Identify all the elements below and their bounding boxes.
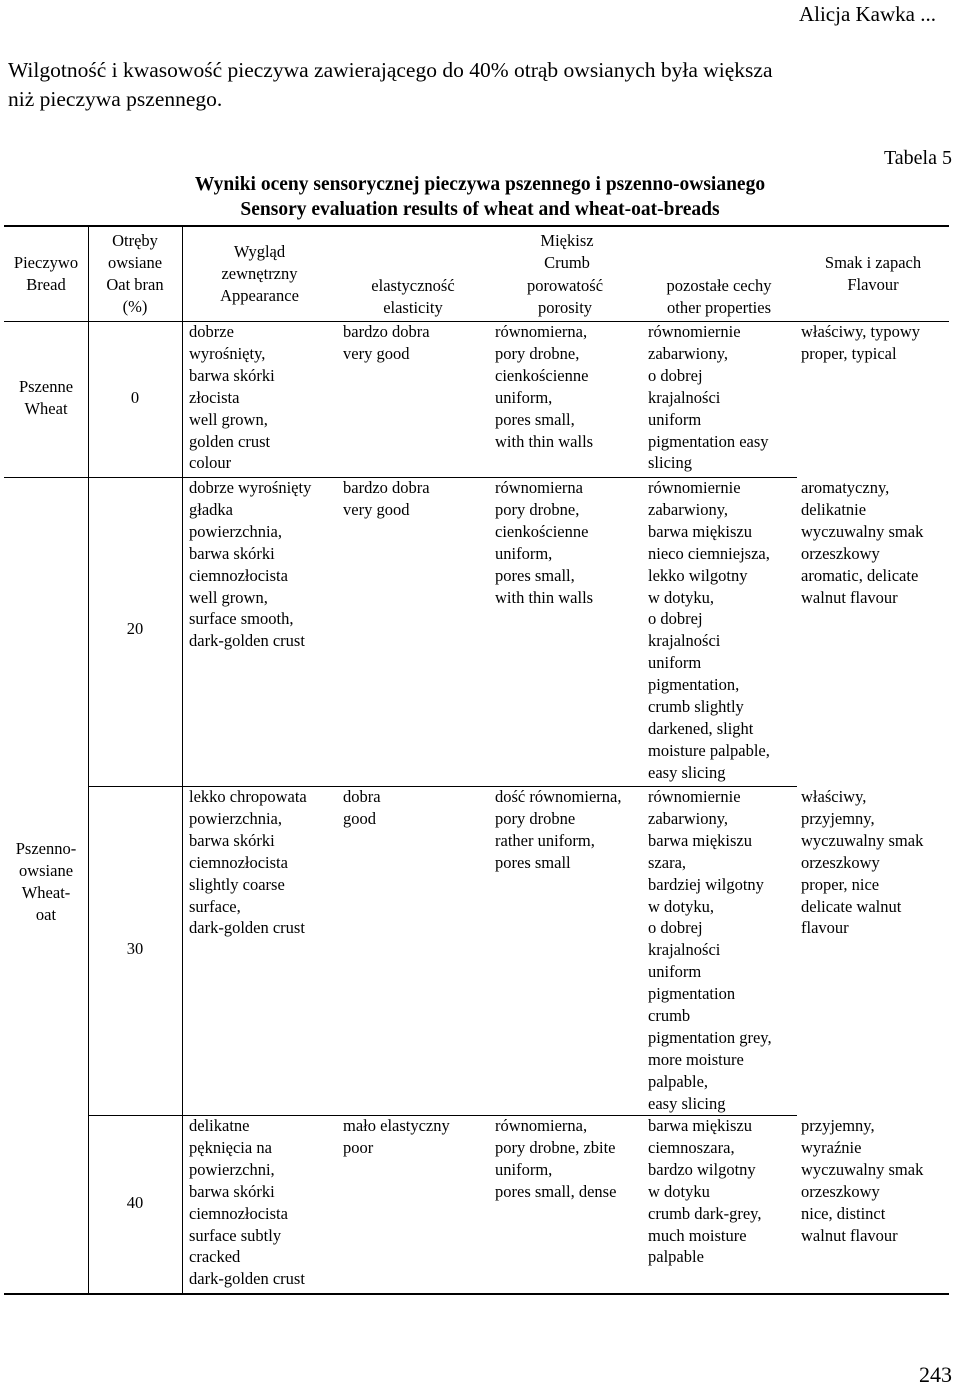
cell-line: pores small, xyxy=(495,409,575,429)
oat-bran-percent: 30 xyxy=(126,939,144,958)
cell-line: nieco ciemniejsza, xyxy=(648,543,770,563)
cell-line: złocista xyxy=(189,387,240,407)
cell-elasticity xyxy=(343,477,489,521)
cell-line: uniform, xyxy=(495,387,553,407)
cell-other xyxy=(648,1115,797,1268)
cell-line: w dotyku xyxy=(648,1181,710,1201)
cell-line: barwa miękiszu xyxy=(648,830,753,850)
cell-line: dark-golden crust xyxy=(189,1269,305,1289)
cell-line: aromatic, delicate xyxy=(801,565,919,585)
cell-line: colour xyxy=(189,453,232,473)
cell-line: dark-golden crust xyxy=(189,631,305,651)
cell-line: nice, distinct xyxy=(801,1203,886,1223)
cell-porosity xyxy=(495,1115,641,1203)
cell-line: lekko wilgotny xyxy=(648,565,748,585)
cell-line: dobrze wyrośnięty xyxy=(189,478,312,497)
cell-line: flavour xyxy=(801,918,849,938)
table-number: Tabela 5 xyxy=(883,147,952,169)
cell-porosity xyxy=(495,786,641,874)
cell-line: uniform xyxy=(648,653,702,673)
cell-line: bardzo dobra xyxy=(343,322,430,341)
cell-line: aromatyczny, xyxy=(801,478,890,497)
cell-line: slightly coarse xyxy=(189,874,285,894)
page-number: 243 xyxy=(919,1362,952,1387)
cell-appearance xyxy=(189,321,337,474)
table-bottom-rule xyxy=(4,1293,949,1295)
cell-elasticity xyxy=(343,1115,489,1159)
cell-line: krajalności xyxy=(648,631,721,651)
cell-line: cienkościenne xyxy=(495,365,589,385)
cell-line: uniform xyxy=(648,962,702,982)
oat-bran-percent: 40 xyxy=(126,1193,144,1212)
cell-other xyxy=(648,321,797,474)
cell-line: delikatne xyxy=(189,1116,250,1135)
cell-line: szara, xyxy=(648,852,687,872)
cell-line: ciemnozłocista xyxy=(189,565,288,585)
cell-line: równomiernie xyxy=(648,478,741,497)
cell-line: ciemnoszara, xyxy=(648,1137,735,1157)
cell-line: poor xyxy=(343,1137,374,1157)
oat-bran-percent: 20 xyxy=(126,619,144,638)
header-oat-bran: Otręby owsiane Oat bran (%) xyxy=(106,231,164,316)
table-title-en: Sensory evaluation results of wheat and wheat-oat-breads xyxy=(240,199,720,220)
cell-porosity xyxy=(495,321,641,452)
cell-line: slicing xyxy=(648,453,692,473)
cell-line: właściwy, xyxy=(801,787,867,806)
cell-line: uniform, xyxy=(495,543,553,563)
cell-line: uniform, xyxy=(495,1159,553,1179)
cell-line: well grown, xyxy=(189,409,268,429)
cell-flavour xyxy=(801,321,949,365)
cell-line: good xyxy=(343,808,376,828)
cell-line: dobrze xyxy=(189,322,234,341)
running-header-author: Alicja Kawka ... xyxy=(798,2,936,26)
header-bread: Pieczywo Bread xyxy=(13,253,79,294)
cell-flavour xyxy=(801,1115,949,1246)
cell-appearance xyxy=(189,786,337,939)
table-title-pl: Wyniki oceny sensorycznej pieczywa pszennego i pszenno-owsianego xyxy=(194,174,766,195)
header-flavour: Smak i zapach Flavour xyxy=(824,253,922,294)
cell-line: o dobrej xyxy=(648,918,703,938)
cell-line: pęknięcia na xyxy=(189,1137,272,1157)
header-porosity: porowatość porosity xyxy=(526,276,604,317)
cell-elasticity xyxy=(343,321,489,365)
cell-line: pores small, xyxy=(495,565,575,585)
cell-line: pory drobne, xyxy=(495,499,580,519)
cell-line: cienkościenne xyxy=(495,521,589,541)
cell-line: bardzo dobra xyxy=(343,478,430,497)
header-crumb: Miękisz Crumb xyxy=(540,231,594,272)
cell-line: walnut flavour xyxy=(801,587,898,607)
cell-line: pory drobne, xyxy=(495,343,580,363)
cell-line: orzeszkowy xyxy=(801,852,880,872)
cell-line: lekko chropowata xyxy=(189,787,307,806)
cell-line: uniform xyxy=(648,409,702,429)
cell-line: ciemnozłocista xyxy=(189,1203,288,1223)
cell-line: równomierna xyxy=(495,478,583,497)
cell-line: golden crust xyxy=(189,431,271,451)
cell-line: wyczuwalny smak xyxy=(801,830,924,850)
cell-line: powierzchni, xyxy=(189,1159,275,1179)
cell-line: równomiernie xyxy=(648,787,741,806)
cell-line: darkened, slight xyxy=(648,718,754,738)
cell-line: wyczuwalny smak xyxy=(801,521,924,541)
cell-line: much moisture xyxy=(648,1225,747,1245)
cell-line: barwa miękiszu xyxy=(648,1116,753,1135)
cell-line: powierzchnia, xyxy=(189,808,282,828)
cell-line: krajalności xyxy=(648,940,721,960)
header-appearance: Wygląd zewnętrzny Appearance xyxy=(220,242,299,305)
cell-line: barwa skórki xyxy=(189,1181,275,1201)
cell-line: powierzchnia, xyxy=(189,521,282,541)
cell-other xyxy=(648,786,797,1115)
cell-line: wyczuwalny smak xyxy=(801,1159,924,1179)
cell-line: crumb dark-grey, xyxy=(648,1203,762,1223)
cell-line: równomiernie xyxy=(648,322,741,341)
cell-porosity xyxy=(495,477,641,608)
cell-line: pigmentation xyxy=(648,984,736,1004)
group-rule xyxy=(4,477,88,478)
cell-line: bardzo wilgotny xyxy=(648,1159,756,1179)
cell-line: barwa skórki xyxy=(189,365,275,385)
cell-line: pigmentation, xyxy=(648,675,740,695)
cell-line: palpable, xyxy=(648,1071,709,1091)
cell-line: very good xyxy=(343,499,410,519)
cell-line: very good xyxy=(343,343,410,363)
cell-line: o dobrej xyxy=(648,609,703,629)
cell-line: palpable xyxy=(648,1247,704,1267)
cell-line: barwa skórki xyxy=(189,830,275,850)
bread-group-wheat: Pszenne Wheat xyxy=(18,377,74,418)
cell-elasticity xyxy=(343,786,489,830)
cell-line: more moisture xyxy=(648,1049,744,1069)
cell-line: cracked xyxy=(189,1247,241,1267)
cell-line: gładka xyxy=(189,499,233,519)
cell-line: właściwy, typowy xyxy=(801,322,920,341)
cell-line: wyrośnięty, xyxy=(189,343,266,363)
cell-line: orzeszkowy xyxy=(801,543,880,563)
header-other-properties: pozostałe cechy other properties xyxy=(666,276,772,317)
cell-line: przyjemny, xyxy=(801,808,875,828)
cell-line: pory drobne xyxy=(495,808,576,828)
cell-line: crumb slightly xyxy=(648,697,744,717)
cell-line: surface, xyxy=(189,896,241,916)
cell-line: zabarwiony, xyxy=(648,499,729,519)
cell-line: dobra xyxy=(343,787,381,806)
cell-line: delicate walnut xyxy=(801,896,902,916)
cell-line: o dobrej xyxy=(648,365,703,385)
cell-flavour xyxy=(801,786,949,939)
cell-line: walnut flavour xyxy=(801,1225,898,1245)
cell-line: pores small xyxy=(495,852,571,872)
cell-line: pigmentation easy xyxy=(648,431,769,451)
cell-line: easy slicing xyxy=(648,1093,726,1113)
cell-line: bardziej wilgotny xyxy=(648,874,764,894)
header-elasticity: elastyczność elasticity xyxy=(371,276,455,317)
cell-appearance xyxy=(189,1115,337,1290)
cell-line: w dotyku, xyxy=(648,587,714,607)
cell-line: pory drobne, zbite xyxy=(495,1137,616,1157)
cell-line: dość równomierna, xyxy=(495,787,622,806)
cell-line: rather uniform, xyxy=(495,830,595,850)
cell-line: with thin walls xyxy=(495,431,594,451)
cell-line: zabarwiony, xyxy=(648,343,729,363)
table-title xyxy=(0,172,960,222)
cell-line: wyraźnie xyxy=(801,1137,862,1157)
cell-line: ciemnozłocista xyxy=(189,852,288,872)
table-top-rule xyxy=(4,225,949,227)
cell-line: dark-golden crust xyxy=(189,918,305,938)
column-divider xyxy=(182,226,183,1293)
cell-line: równomierna, xyxy=(495,1116,588,1135)
cell-line: barwa miękiszu xyxy=(648,521,753,541)
cell-line: pores small, dense xyxy=(495,1181,617,1201)
cell-line: easy slicing xyxy=(648,762,726,782)
cell-line: moisture palpable, xyxy=(648,740,770,760)
cell-line: w dotyku, xyxy=(648,896,714,916)
cell-line: orzeszkowy xyxy=(801,1181,880,1201)
cell-line: barwa skórki xyxy=(189,543,275,563)
cell-line: well grown, xyxy=(189,587,268,607)
cell-line: pigmentation grey, xyxy=(648,1027,772,1047)
oat-bran-percent: 0 xyxy=(130,388,140,407)
cell-line: delikatnie xyxy=(801,499,867,519)
cell-flavour xyxy=(801,477,949,608)
cell-line: proper, nice xyxy=(801,874,880,894)
cell-line: surface subtly xyxy=(189,1225,282,1245)
cell-line: mało elastyczny xyxy=(343,1116,450,1135)
cell-line: proper, typical xyxy=(801,343,897,363)
cell-line: przyjemny, xyxy=(801,1116,875,1135)
cell-appearance xyxy=(189,477,337,652)
cell-line: krajalności xyxy=(648,387,721,407)
intro-line-1: Wilgotność i kwasowość pieczywa zawierającego do 40% otrąb owsianych była większa xyxy=(8,58,773,82)
row-rule xyxy=(88,786,182,787)
intro-line-2: niż pieczywa pszennego. xyxy=(8,87,223,111)
cell-line: surface smooth, xyxy=(189,609,294,629)
row-rule xyxy=(88,1115,182,1116)
cell-other xyxy=(648,477,797,784)
bread-group-wheat-oat: Pszenno- owsiane Wheat- oat xyxy=(15,839,77,924)
cell-line: równomierna, xyxy=(495,322,588,341)
cell-line: zabarwiony, xyxy=(648,808,729,828)
row-rule xyxy=(88,477,182,478)
intro-paragraph xyxy=(8,56,948,114)
cell-line: with thin walls xyxy=(495,587,594,607)
cell-line: crumb xyxy=(648,1006,691,1026)
